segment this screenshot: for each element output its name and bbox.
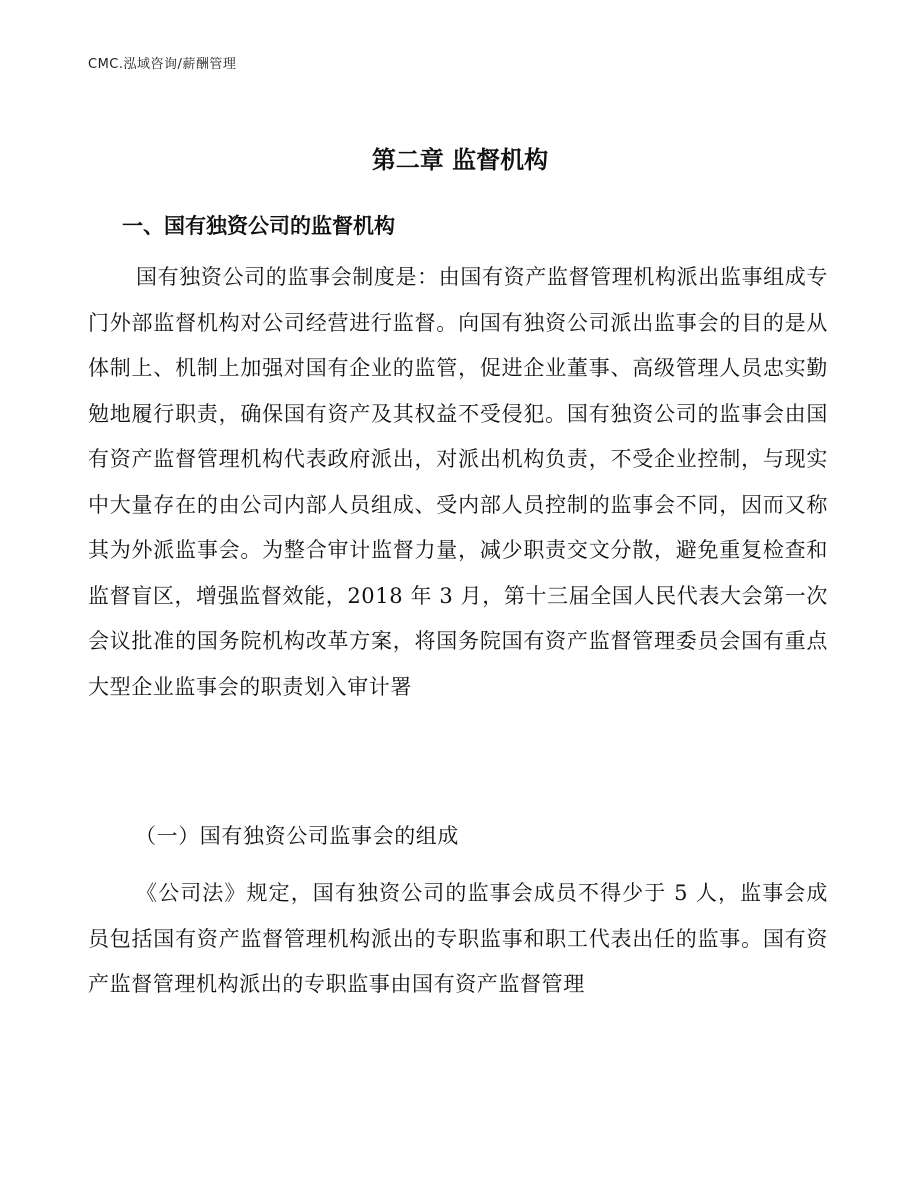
section-heading: 一、国有独资公司的监督机构 <box>122 214 395 238</box>
subsection-heading: （一）国有独资公司监事会的组成 <box>135 824 459 848</box>
body-paragraph: 国有独资公司的监事会制度是：由国有资产监督管理机构派出监事组成专门外部监督机构对公司经营进行监督。向国有独资公司派出监事会的目的是从体制上、机制上加强对国有企业的监管，促进企业董事、高级管理人员忠实勤勉地履行职责，确保国有资产及其权益不受侵犯。国有独资公司的监事会由国有资产监督管理机构代表政府派出，对派出机构负责，不受企业控制，与现实中大量存在的由公司内部人员组成、受内部人员控制的监事会不同，因而又称其为外派监事会。为整合审计监督力量，减少职责交文分散，避免重复检查和监督盲区，增强监督效能，2018 年 3 月，第十三届全国人民代表大会第一次会议批准的国务院机构改革方案，将国务院国有资产监督管理委员会国有重点大型企业监事会的职责划入审计署 <box>88 265 828 699</box>
body-paragraph: 《公司法》规定，国有独资公司的监事会成员不得少于 5 人，监事会成员包括国有资产监督管理机构派出的专职监事和职工代表出任的监事。国有资产监督管理机构派出的专职监事由国有资产监督管理 <box>88 881 828 996</box>
chapter-title: 第二章 监督机构 <box>371 146 549 174</box>
running-header: CMC.泓域咨询/薪酬管理 <box>88 57 237 72</box>
